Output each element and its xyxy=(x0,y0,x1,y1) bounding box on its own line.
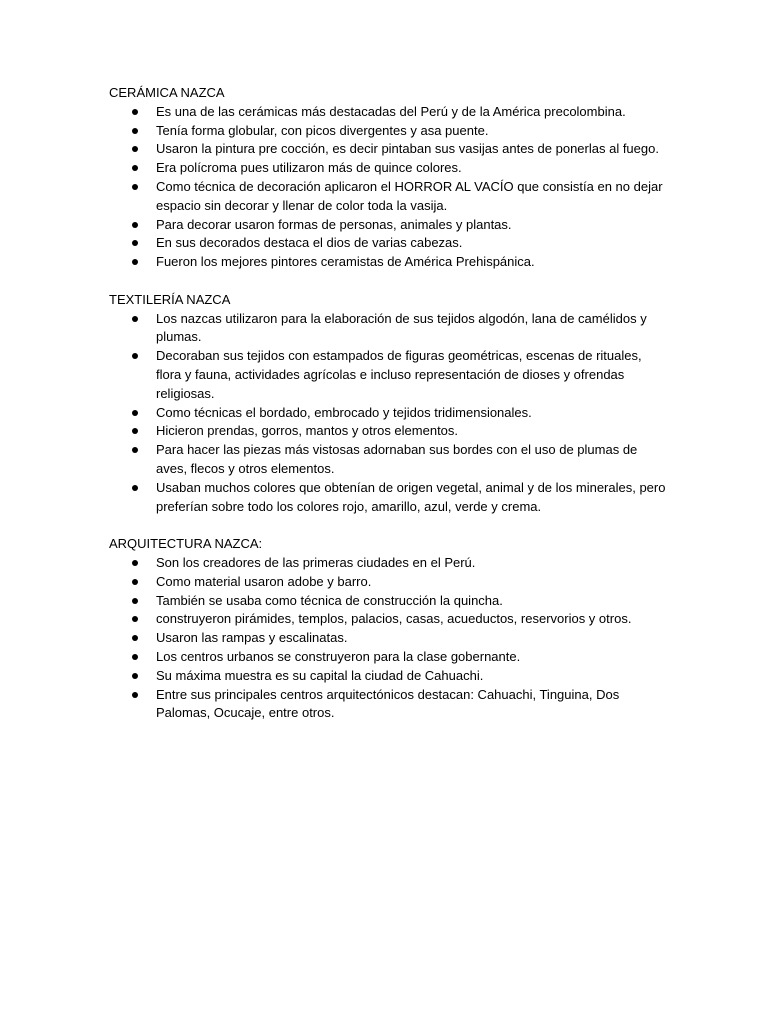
bullet-dot-icon xyxy=(132,146,138,152)
section-arquitectura xyxy=(109,535,669,723)
list-item xyxy=(109,140,669,159)
list-item-text: Fueron los mejores pintores ceramistas de América Prehispánica. xyxy=(156,254,535,270)
list-item-text: En sus decorados destaca el dios de varias cabezas. xyxy=(156,235,463,251)
bullet-dot-icon xyxy=(132,635,138,641)
bullet-list-arquitectura xyxy=(109,554,669,723)
list-item xyxy=(109,592,669,611)
list-item-text: Como técnica de decoración aplicaron el HORROR AL VACÍO que consistía en no dejar espacio sin decorar y llenar de color toda la vasija. xyxy=(156,178,663,213)
bullet-dot-icon xyxy=(132,560,138,566)
bullet-dot-icon xyxy=(132,447,138,453)
bullet-dot-icon xyxy=(132,485,138,491)
list-item xyxy=(109,479,669,517)
list-item xyxy=(109,122,669,141)
list-item xyxy=(109,178,669,216)
section-title-arquitectura: ARQUITECTURA NAZCA: xyxy=(109,536,263,552)
bullet-dot-icon xyxy=(132,598,138,604)
list-item-text: Para decorar usaron formas de personas, animales y plantas. xyxy=(156,216,512,232)
bullet-dot-icon xyxy=(132,410,138,416)
bullet-dot-icon xyxy=(132,222,138,228)
bullet-dot-icon xyxy=(132,616,138,622)
bullet-dot-icon xyxy=(132,353,138,359)
document-body xyxy=(109,84,669,742)
list-item-text: Era polícroma pues utilizaron más de quince colores. xyxy=(156,160,462,176)
list-item-text: Usaron la pintura pre cocción, es decir pintaban sus vasijas antes de ponerlas al fuego. xyxy=(156,141,659,157)
bullet-dot-icon xyxy=(132,579,138,585)
bullet-dot-icon xyxy=(132,673,138,679)
list-item xyxy=(109,404,669,423)
list-item xyxy=(109,234,669,253)
bullet-dot-icon xyxy=(132,109,138,115)
list-item-text: Como material usaron adobe y barro. xyxy=(156,573,372,589)
list-item-text: Son los creadores de las primeras ciudades en el Perú. xyxy=(156,554,476,570)
list-item-text: Entre sus principales centros arquitectónicos destacan: Cahuachi, Tinguina, Dos Palomas, Ocucaje, entre otros. xyxy=(156,686,620,721)
bullet-dot-icon xyxy=(132,692,138,698)
list-item xyxy=(109,554,669,573)
list-item xyxy=(109,629,669,648)
list-item xyxy=(109,159,669,178)
list-item xyxy=(109,422,669,441)
list-item-text: Como técnicas el bordado, embrocado y tejidos tridimensionales. xyxy=(156,404,532,420)
list-item xyxy=(109,686,669,724)
bullet-dot-icon xyxy=(132,259,138,265)
section-ceramica xyxy=(109,84,669,272)
list-item xyxy=(109,310,669,348)
bullet-dot-icon xyxy=(132,240,138,246)
list-item xyxy=(109,347,669,403)
section-textileria xyxy=(109,291,669,517)
bullet-dot-icon xyxy=(132,654,138,660)
list-item-text: Usaron las rampas y escalinatas. xyxy=(156,630,348,646)
bullet-dot-icon xyxy=(132,316,138,322)
section-title-ceramica: CERÁMICA NAZCA xyxy=(109,85,225,100)
list-item-text: construyeron pirámides, templos, palacios, casas, acueductos, reservorios y otros. xyxy=(156,611,632,627)
list-item-text: Hicieron prendas, gorros, mantos y otros elementos. xyxy=(156,423,459,439)
bullet-dot-icon xyxy=(132,165,138,171)
list-item xyxy=(109,573,669,592)
list-item-text: Su máxima muestra es su capital la ciudad de Cahuachi. xyxy=(156,667,484,683)
bullet-list-ceramica xyxy=(109,103,669,272)
list-item-text: Usaban muchos colores que obtenían de origen vegetal, animal y de los minerales, pero preferían sobre todo los colores rojo, amarillo, azul, verde y crema. xyxy=(156,479,666,514)
bullet-dot-icon xyxy=(132,128,138,134)
list-item-text: Los nazcas utilizaron para la elaboración de sus tejidos algodón, lana de camélidos y plumas. xyxy=(156,310,647,345)
list-item xyxy=(109,441,669,479)
bullet-list-textileria xyxy=(109,310,669,517)
list-item xyxy=(109,103,669,122)
bullet-dot-icon xyxy=(132,184,138,190)
list-item xyxy=(109,253,669,272)
list-item-text: Tenía forma globular, con picos divergentes y asa puente. xyxy=(156,122,489,138)
list-item xyxy=(109,216,669,235)
list-item-text: También se usaba como técnica de construcción la quincha. xyxy=(156,592,503,608)
list-item-text: Los centros urbanos se construyeron para la clase gobernante. xyxy=(156,648,521,664)
list-item-text: Decoraban sus tejidos con estampados de figuras geométricas, escenas de rituales, flora y fauna, actividades agrícolas e incluso representación de dioses y ofrendas religiosas. xyxy=(156,348,642,401)
section-title-textileria: TEXTILERÍA NAZCA xyxy=(109,291,231,307)
list-item xyxy=(109,648,669,667)
list-item xyxy=(109,610,669,629)
list-item-text: Es una de las cerámicas más destacadas del Perú y de la América precolombina. xyxy=(156,103,626,119)
list-item-text: Para hacer las piezas más vistosas adornaban sus bordes con el uso de plumas de aves, flecos y otros elementos. xyxy=(156,442,638,476)
list-item xyxy=(109,667,669,686)
bullet-dot-icon xyxy=(132,428,138,434)
